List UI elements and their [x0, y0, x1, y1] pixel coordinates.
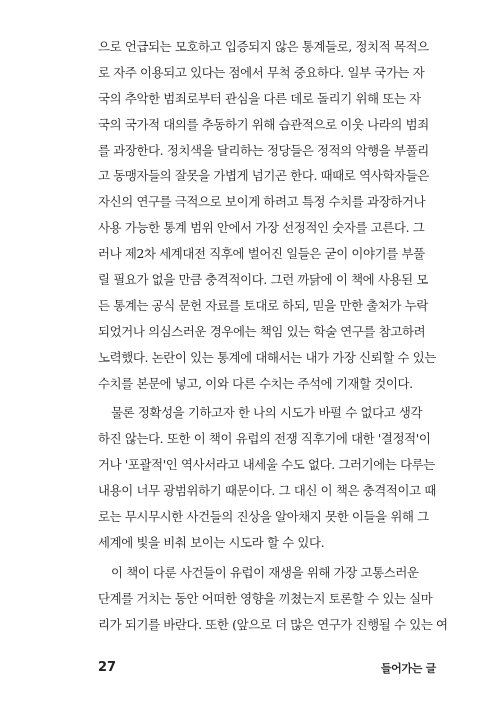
text-line: 로 자주 이용되고 있다는 점에서 무척 중요하다. 일부 국가는 자: [98, 64, 425, 80]
running-head: 들어가는 글: [380, 662, 436, 675]
page-number: 27: [98, 660, 117, 675]
text-line: 노력했다. 논란이 있는 통계에 대해서는 내가 가장 신뢰할 수 있는: [98, 349, 436, 365]
text-line: 국의 국가적 대의를 추동하기 위해 습관적으로 이웃 나라의 범죄: [98, 116, 429, 132]
text-line: 릴 필요가 없을 만큼 충격적이다. 그런 까닭에 이 책에 사용된 모: [98, 272, 428, 288]
text-line: 거나 '포괄적'인 역사서라고 내세울 수도 없다. 그러기에는 다루는: [98, 457, 435, 473]
text-line: 든 통계는 공식 문헌 자료를 토대로 하되, 믿을 만한 출처가 누락: [98, 297, 428, 313]
text-line: 세계에 빛을 비춰 보이는 시도라 할 수 있다.: [98, 534, 325, 550]
text-line: 내용이 너무 광범위하기 때문이다. 그 대신 이 책은 충격적이고 때: [98, 483, 436, 499]
paragraph: [98, 560, 448, 638]
text-line: 국의 추악한 범죄로부터 관심을 다른 데로 돌리기 위해 또는 자: [98, 90, 421, 106]
text-line: 고 동맹자들의 잘못을 가볍게 넘기곤 한다. 때때로 역사학자들은: [98, 168, 429, 184]
text-line: 단계를 거치는 동안 어떠한 영향을 끼쳤는지 토론할 수 있는 실마: [98, 590, 433, 606]
body-text: [98, 34, 448, 637]
page-footer: [98, 660, 438, 680]
text-line: 로는 무시무시한 사건들의 진상을 알아채지 못한 이들을 위해 그: [98, 509, 429, 525]
text-line: 를 과장한다. 정치색을 달리하는 정당들은 정적의 악행을 부풀리: [98, 142, 429, 158]
paragraph: [98, 34, 438, 396]
text-line: 이 책이 다룬 사건들이 유럽이 재생을 위해 가장 고통스러운: [111, 564, 419, 580]
text-line: 리가 되기를 바란다. 또한 (앞으로 더 많은 연구가 진행될 수 있는 여: [98, 616, 448, 632]
text-line: 수치를 본문에 넣고, 이와 다른 수치는 주석에 기재할 것이다.: [98, 375, 413, 391]
text-line: 으로 언급되는 모호하고 입증되지 않은 통계들로, 정치적 목적으: [98, 39, 429, 54]
text-line: 사용 가능한 통계 범위 안에서 가장 선정적인 숫자를 고른다. 그: [98, 220, 425, 236]
paragraph: [98, 400, 438, 555]
text-line: 자신의 연구를 극적으로 보이게 하려고 특정 수치를 과장하거나: [98, 194, 426, 210]
text-line: 물론 정확성을 기하고자 한 나의 시도가 바펄 수 없다고 생각: [111, 405, 423, 421]
text-line: 러나 제2차 세계대전 직후에 벌어진 일들은 굳이 이야기를 부풀: [98, 246, 425, 262]
text-line: 하진 않는다. 또한 이 책이 유럽의 전쟁 직후기에 대한 '결정적'이: [98, 431, 431, 447]
text-line: 되었거나 의심스러운 경우에는 책임 있는 학술 연구를 참고하려: [98, 323, 426, 339]
